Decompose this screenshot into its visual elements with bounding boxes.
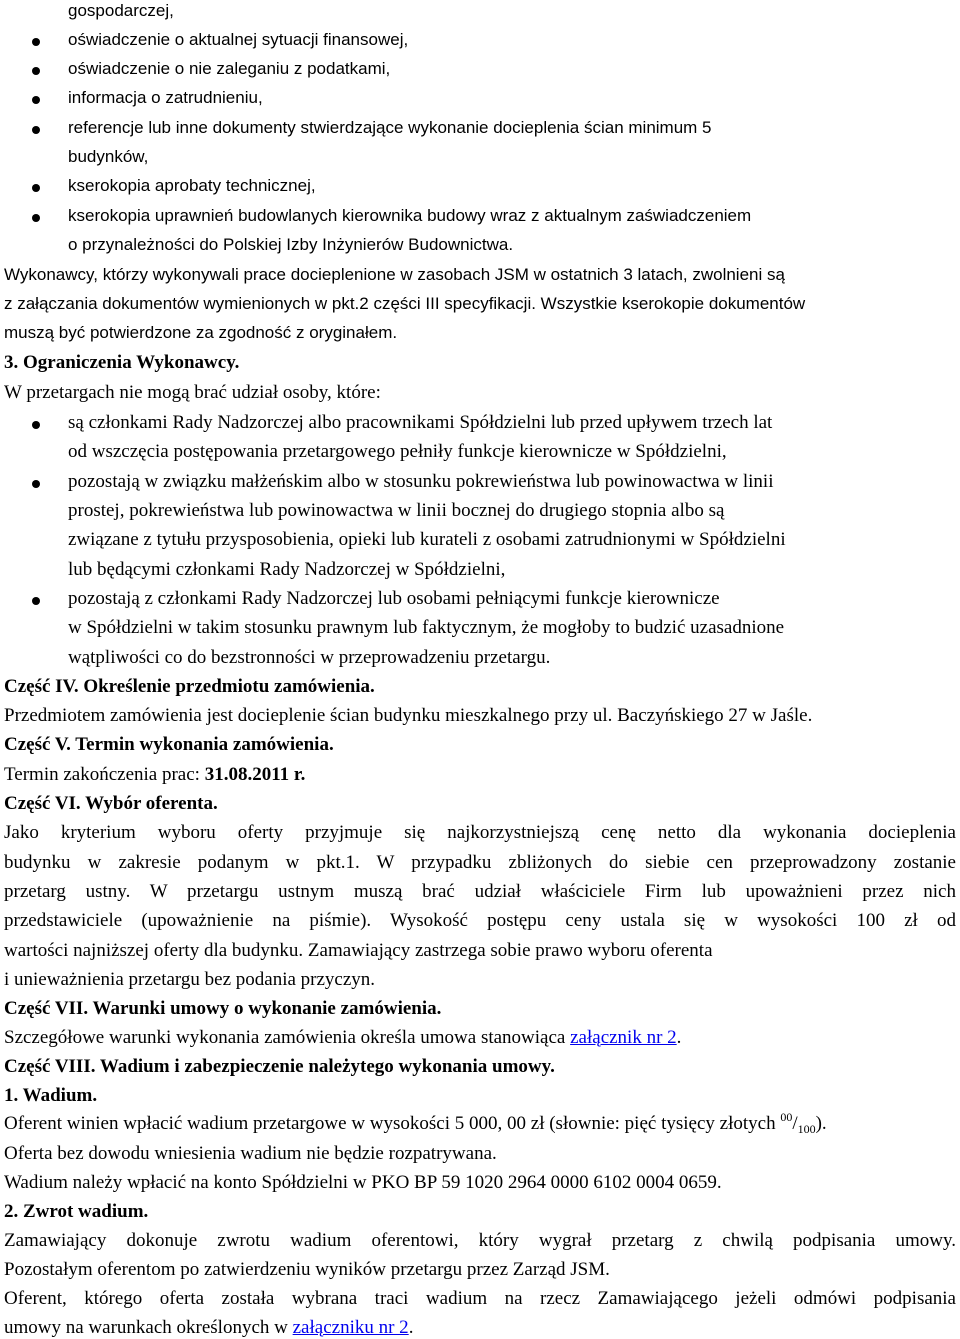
paragraph-selection-cont: wartości najniższej oferty dla budynku. Zamawiający zastrzega sobie prawo wyboru oferenta: [4, 940, 713, 961]
deposit-grosze-numerator: 00: [780, 1110, 793, 1124]
paragraph-deadline: [4, 764, 305, 786]
paragraph-selection-cont: budynku w zakresie podanym w pkt.1. W przypadku zbliżonych do siebie cen przeprowadzony zostanie: [4, 852, 956, 873]
list-text-continuation: gospodarczej,: [68, 1, 174, 20]
list-item-approval-copy: kserokopia aprobaty technicznej,: [68, 176, 316, 195]
paragraph-deposit-forfeit: Oferent, którego oferta została wybrana traci wadium na rzecz Zamawiającego jeżeli odmówi podpisania: [4, 1288, 956, 1309]
deposit-forfeit-end: .: [408, 1317, 414, 1338]
heading-part-v: Część V. Termin wykonania zamówienia.: [4, 734, 334, 755]
list-item-kinship-cont: lub będącymi członkami Rady Nadzorczej w Spółdzielni,: [68, 559, 506, 580]
bullet-icon: [32, 126, 40, 134]
bullet-icon: [32, 214, 40, 222]
contract-terms-text: Szczegółowe warunki wykonania zamówienia określa umowa stanowiąca: [4, 1027, 571, 1048]
paragraph-deposit-return: Zamawiający dokonuje zwrotu wadium oferentowi, który wygrał przetarg z chwilą podpisania umowy.: [4, 1230, 956, 1251]
paragraph-deposit-amount: [4, 1110, 827, 1136]
list-item-tax-statement: oświadczenie o nie zaleganiu z podatkami,: [68, 59, 391, 78]
deadline-label: Termin zakończenia prac:: [4, 764, 205, 785]
heading-part-viii: Część VIII. Wadium i zabezpieczenie należytego wykonania umowy.: [4, 1056, 555, 1077]
list-item-kinship: pozostają w związku małżeńskim albo w stosunku pokrewieństwa lub powinowactwa w linii: [68, 471, 774, 492]
paragraph-exclusions-intro: W przetargach nie mogą brać udział osoby, które:: [4, 382, 381, 403]
heading-deposit: 1. Wadium.: [4, 1085, 98, 1106]
paragraph-deposit-forfeit-cont: [4, 1317, 413, 1339]
list-item-permissions-cont: o przynależności do Polskiej Izby Inżynierów Budownictwa.: [68, 235, 514, 254]
paragraph-contractors-cont: muszą być potwierdzone za zgodność z oryginałem.: [4, 323, 398, 342]
bullet-icon: [32, 480, 40, 488]
list-item-finance-statement: oświadczenie o aktualnej sytuacji finansowej,: [68, 30, 409, 49]
list-item-board-members-cont: od wszczęcia postępowania przetargowego pełniły funkcje kierownicze w Spółdzielni,: [68, 441, 727, 462]
list-item-legal-relation: pozostają z członkami Rady Nadzorczej lub osobami pełniącymi funkcje kierownicze: [68, 588, 720, 609]
list-item-permissions-copy: kserokopia uprawnień budowlanych kierownika budowy wraz z aktualnym zaświadczeniem: [68, 206, 752, 225]
paragraph-contract-terms: [4, 1027, 681, 1049]
heading-part-vii: Część VII. Warunki umowy o wykonanie zamówienia.: [4, 998, 442, 1019]
paragraph-selection: Jako kryterium wyboru oferty przyjmuje się najkorzystniejszą cenę netto dla wykonania docieplenia: [4, 822, 956, 843]
bullet-icon: [32, 184, 40, 192]
deadline-date: 31.08.2011 r.: [204, 764, 306, 785]
deposit-grosze-denominator: 100: [797, 1122, 816, 1136]
paragraph-contractors-cont: z załączania dokumentów wymienionych w pkt.2 części III specyfikacji. Wszystkie kserokopie dokumentów: [4, 294, 806, 313]
paragraph-deposit-return-cont: Pozostałym oferentom po zatwierdzeniu wyników przetargu przez Zarząd JSM.: [4, 1259, 610, 1280]
bullet-icon: [32, 597, 40, 605]
contract-terms-end: .: [676, 1027, 682, 1048]
heading-contractor-limits: 3. Ograniczenia Wykonawcy.: [4, 352, 240, 373]
deposit-amount-text: Oferent winien wpłacić wadium przetargowe w wysokości 5 000, 00 zł (słownie: pięć tysięcy złotych: [4, 1113, 781, 1134]
paragraph-deposit-rule: Oferta bez dowodu wniesienia wadium nie będzie rozpatrywana.: [4, 1143, 497, 1164]
list-item-references: referencje lub inne dokumenty stwierdzające wykonanie docieplenia ścian minimum 5: [68, 118, 712, 137]
paragraph-subject: Przedmiotem zamówienia jest docieplenie ścian budynku mieszkalnego przy ul. Baczyńskiego 27 w Jaśle.: [4, 705, 813, 726]
bullet-icon: [32, 421, 40, 429]
bullet-icon: [32, 96, 40, 104]
attachment-2-link[interactable]: załącznik nr 2: [570, 1027, 677, 1048]
fraction-slash: /: [792, 1113, 798, 1134]
list-item-board-members: są członkami Rady Nadzorczej albo pracownikami Spółdzielni lub przed upływem trzech lat: [68, 412, 773, 433]
list-item-kinship-cont: prostej, pokrewieństwa lub powinowactwa w linii bocznej do drugiego stopnia albo są: [68, 500, 725, 521]
paragraph-contractors: Wykonawcy, którzy wykonywali prace docieplenione w zasobach JSM w ostatnich 3 latach, zwolnieni są: [4, 265, 785, 284]
heading-deposit-return: 2. Zwrot wadium.: [4, 1201, 149, 1222]
list-item-kinship-cont: związane z tytułu przysposobienia, opieki lub kurateli z osobami zatrudnionymi w Spółdzielni: [68, 529, 786, 550]
bullet-icon: [32, 38, 40, 46]
list-item-references-cont: budynków,: [68, 147, 149, 166]
list-item-legal-relation-cont: wątpliwości co do bezstronności w przeprowadzeniu przetargu.: [68, 647, 551, 668]
attachment-2-link[interactable]: załączniku nr 2: [292, 1317, 409, 1338]
list-item-legal-relation-cont: w Spółdzielni w takim stosunku prawnym lub faktycznym, że mogłoby to budzić uzasadnione: [68, 617, 785, 638]
deposit-amount-end: ).: [815, 1113, 827, 1134]
heading-part-iv: Część IV. Określenie przedmiotu zamówienia.: [4, 676, 375, 697]
deposit-forfeit-text: umowy na warunkach określonych w: [4, 1317, 293, 1338]
paragraph-selection-cont: przedstawiciele (upoważnienie na piśmie). Wysokość postępu ceny ustala się w wysokości 100 zł od: [4, 910, 956, 931]
paragraph-deposit-account: Wadium należy wpłacić na konto Spółdzielni w PKO BP 59 1020 2964 0000 6102 0004 0659.: [4, 1172, 722, 1193]
bullet-icon: [32, 67, 40, 75]
paragraph-selection-cont: przetarg ustny. W przetargu ustnym muszą brać udział właściciele Firm lub upoważnieni przez nich: [4, 881, 956, 902]
list-item-employment-info: informacja o zatrudnieniu,: [68, 88, 263, 107]
heading-part-vi: Część VI. Wybór oferenta.: [4, 793, 218, 814]
paragraph-selection-cont: i unieważnienia przetargu bez podania przyczyn.: [4, 969, 376, 990]
